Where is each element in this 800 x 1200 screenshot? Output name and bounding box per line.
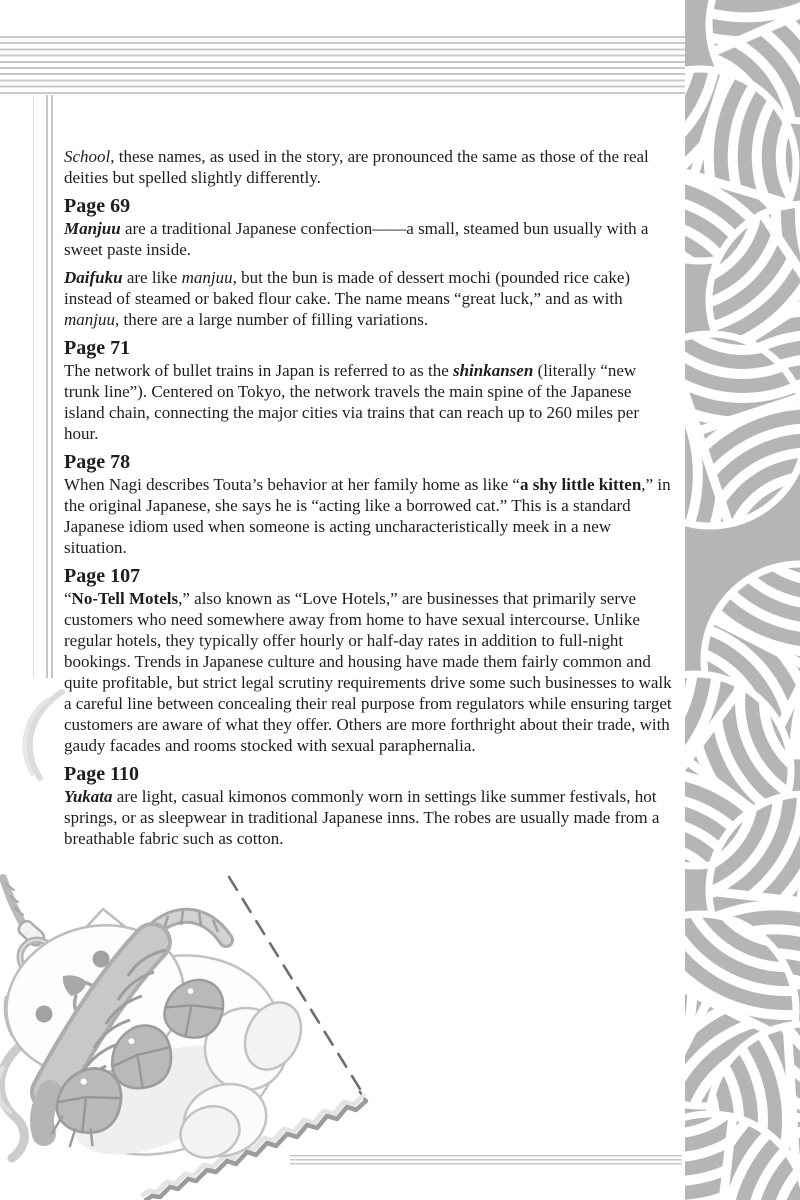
text-run: School [64, 147, 111, 166]
text-run: are light, casual kimonos commonly worn in settings like summer festivals, hot springs, or as sleepwear in traditional Japanese inns. The robes are usually made from a breathable fabric such as cotton. [64, 787, 660, 848]
note-paragraph [64, 267, 674, 330]
margin-rule-thin [33, 95, 34, 678]
text-run: (literally “new trunk line”). Centered on Tokyo, the network travels the main spine of the Japanese island chain, connecting the major cities via trains that can reach up to 260 miles per hour. [64, 361, 639, 443]
text-run: ,” also known as “Love Hotels,” are businesses that primarily serve customers who need somewhere away from home to have sexual intercourse. Unlike regular hotels, they typically offer hourly or half-day rates in addition to full-night bookings. Trends in Japanese culture and housing have made them fairly common and quite profitable, but strict legal scrutiny requirements drive some such businesses to walk a careful line between concealing their real purpose from regulators while ensuring target customers are aware of what they offer. Others are more forthright about their trade, with gaudy facades and rooms stocked with sexual paraphernalia. [64, 589, 672, 755]
text-run: are like [122, 268, 182, 287]
text-run: Yukata [64, 787, 113, 806]
text-run: , these names, as used in the story, are pronounced the same as those of the real deities but spelled slightly differently. [64, 147, 649, 187]
text-run: , there are a large number of filling variations. [115, 310, 429, 329]
page-heading: Page 78 [64, 451, 131, 473]
text-run: are a traditional Japanese confection——a small, steamed bun usually with a sweet paste inside. [64, 219, 649, 259]
page-heading: Page 107 [64, 565, 141, 587]
text-run: The network of bullet trains in Japan is referred to as the [64, 361, 453, 380]
text-run: “ [64, 589, 72, 608]
text-run: No-Tell Motels [71, 589, 179, 608]
margin-rule-double [46, 95, 53, 678]
page-heading: Page 69 [64, 195, 131, 217]
text-run: , but the bun is made of dessert mochi (pounded rice cake) instead of steamed or baked flour cake. The name means “great luck,” and as with [64, 268, 631, 308]
note-paragraph [64, 360, 674, 444]
text-run: a shy little kitten [519, 475, 642, 494]
top-decorative-lines [0, 36, 686, 95]
text-run: shinkansen [452, 361, 534, 380]
text-run: Manjuu [64, 219, 121, 238]
cat-charm-illustration [0, 680, 380, 1200]
intro-paragraph [64, 146, 674, 188]
page-heading: Page 110 [64, 763, 139, 785]
note-paragraph [64, 218, 674, 260]
text-run: manjuu [181, 268, 233, 287]
note-paragraph [64, 474, 674, 558]
text-run: When Nagi describes Touta’s behavior at her family home as like “ [64, 475, 520, 494]
yarn-ball-pattern-icon [685, 0, 800, 1200]
text-run: Daifuku [64, 268, 123, 287]
text-run: manjuu [64, 310, 115, 329]
page-heading: Page 71 [64, 337, 131, 359]
side-pattern-band [685, 0, 800, 1200]
bottom-decorative-lines [290, 1155, 682, 1166]
text-run: ,” in the original Japanese, she says he is “acting like a borrowed cat.” This is a standard Japanese idiom used when someone is acting uncharacteristically meek in a new situation. [64, 475, 671, 557]
